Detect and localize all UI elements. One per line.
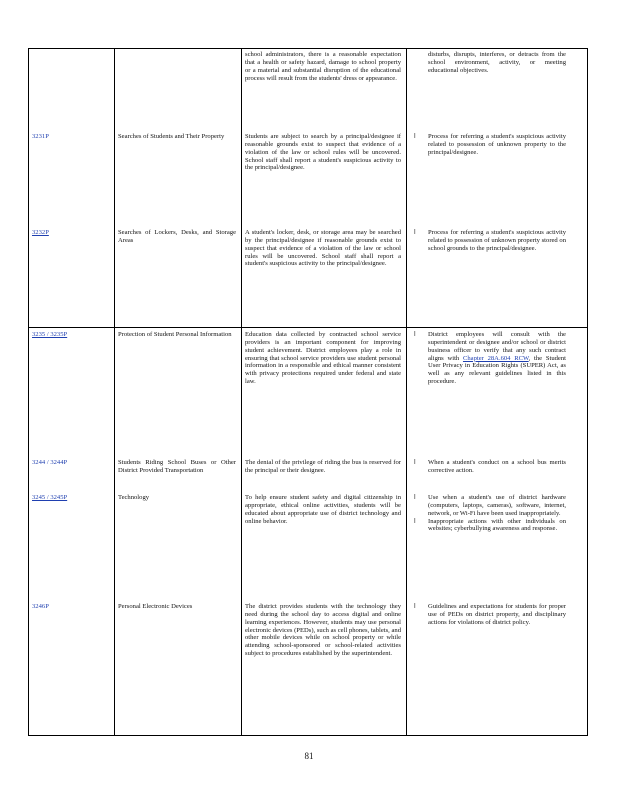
bullet-marker: l — [414, 603, 416, 610]
row-description: To help ensure student safety and digital citizenship in appropriate, ethical online activities, students will be educated about appropriate use of district technology and online behavior. — [245, 494, 401, 525]
policy-title: Searches of Lockers, Desks, and Storage Areas — [118, 229, 236, 244]
bullet-marker: l — [414, 494, 416, 501]
row-description: Education data collected by contracted school service providers is an important component for improving student achievement. District employees play a role in ensuring that school service providers use student personal information in a responsible and ethical manner consistent with privacy protections required under federal and state law. — [245, 331, 401, 386]
policy-title: Technology — [118, 494, 150, 501]
policy-code-link[interactable]: 3245 / 3245P — [32, 494, 68, 501]
policy-title: Protection of Student Personal Information — [118, 331, 232, 338]
policy-code-link[interactable]: 3235 / 3235P — [32, 331, 68, 338]
row-bullets — [414, 459, 566, 475]
policy-code-link[interactable]: 3246P — [32, 603, 49, 610]
row-bullets — [414, 331, 566, 386]
bullet-item: l Guidelines and expectations for students for proper use of PEDs on district property, and disciplinary actions for violations of district policy. — [414, 603, 566, 626]
row-description: The district provides students with the technology they need during the school day to access digital and online learning experiences. However, students may use personal electronic devices (PEDs), such as cell phones, tablets, and other mobile devices while on school property or while attending school-sponsored or school-related activities subject to procedures established by the superintendent. — [245, 603, 401, 658]
bullet-item: l When a student's conduct on a school bus merits corrective action. — [414, 459, 566, 474]
bullet-marker: l — [414, 331, 416, 338]
row-description: The denial of the privilege of riding the bus is reserved for the principal or their designee. — [245, 459, 401, 474]
rcw-link[interactable]: Chapter 28A.604 RCW — [462, 354, 529, 362]
row-divider — [29, 327, 587, 328]
row-description: Students are subject to search by a principal/designee if reasonable grounds exist to suspect that evidence of a violation of the law or school rules will be uncovered. School staff shall report a student's suspicious activity to the principal/designee. — [245, 133, 401, 172]
column-divider — [241, 49, 242, 735]
policy-code-link[interactable]: 3232P — [32, 229, 49, 236]
policy-code-link[interactable]: 3244 / 3244P — [32, 459, 68, 466]
bullet-marker: l — [414, 517, 416, 525]
bullet-marker: l — [414, 133, 416, 140]
row-bullets — [414, 133, 566, 157]
bullet-item: l Inappropriate actions with other individuals on websites; cyberbullying awareness and response. — [414, 517, 566, 533]
column-divider — [406, 49, 407, 735]
row-bullets — [414, 229, 566, 253]
bullet-item: disturbs, disrupts, interferes, or detracts from the school environment, activity, or meeting educational objectives. — [428, 51, 566, 74]
row-description: school administrators, there is a reasonable expectation that a health or safety hazard, damage to school property or a material and substantial disruption of the educational process will result from the students' dress or appearance. — [245, 51, 401, 82]
bullet-marker: l — [414, 229, 416, 236]
page-number: 81 — [304, 751, 314, 761]
policy-title: Searches of Students and Their Property — [118, 133, 225, 140]
policy-title: Personal Electronic Devices — [118, 603, 193, 610]
bullet-item: l Process for referring a student's suspicious activity related to possession of unknown property to the principal/designee. — [414, 133, 566, 156]
row-bullets — [414, 603, 566, 627]
bullet-item: l Use when a student's use of district hardware (computers, laptops, cameras), software, internet, network, or Wi-Fi have been used inappropriately. — [414, 494, 566, 517]
row-description: A student's locker, desk, or storage area may be searched by the principal/designee if reasonable grounds exist to suspect that evidence of a violation of the law or school rules will be uncovered. School staff shall report a student's suspicious activity to the principal/designee. — [245, 229, 401, 268]
policy-code-link[interactable]: 3231P — [32, 133, 49, 140]
row-bullets — [414, 51, 566, 75]
policy-title: Students Riding School Buses or Other District Provided Transportation — [118, 459, 236, 474]
bullet-item: l District employees will consult with the superintendent or designee and/or school or district business officer to verify that any such contract aligns with Chapter 28A.604 RCW, the Student User Privacy in Education Rights (SUPER) Act, as well as any relevant guidelines listed in this procedure. — [414, 331, 566, 386]
bullet-item: l Process for referring a student's suspicious activity related to possession of unknown property stored on school grounds to the principal/designee. — [414, 229, 566, 252]
bullet-marker: l — [414, 459, 416, 466]
row-bullets — [414, 494, 566, 533]
policy-table — [28, 48, 588, 736]
column-divider — [114, 49, 115, 735]
